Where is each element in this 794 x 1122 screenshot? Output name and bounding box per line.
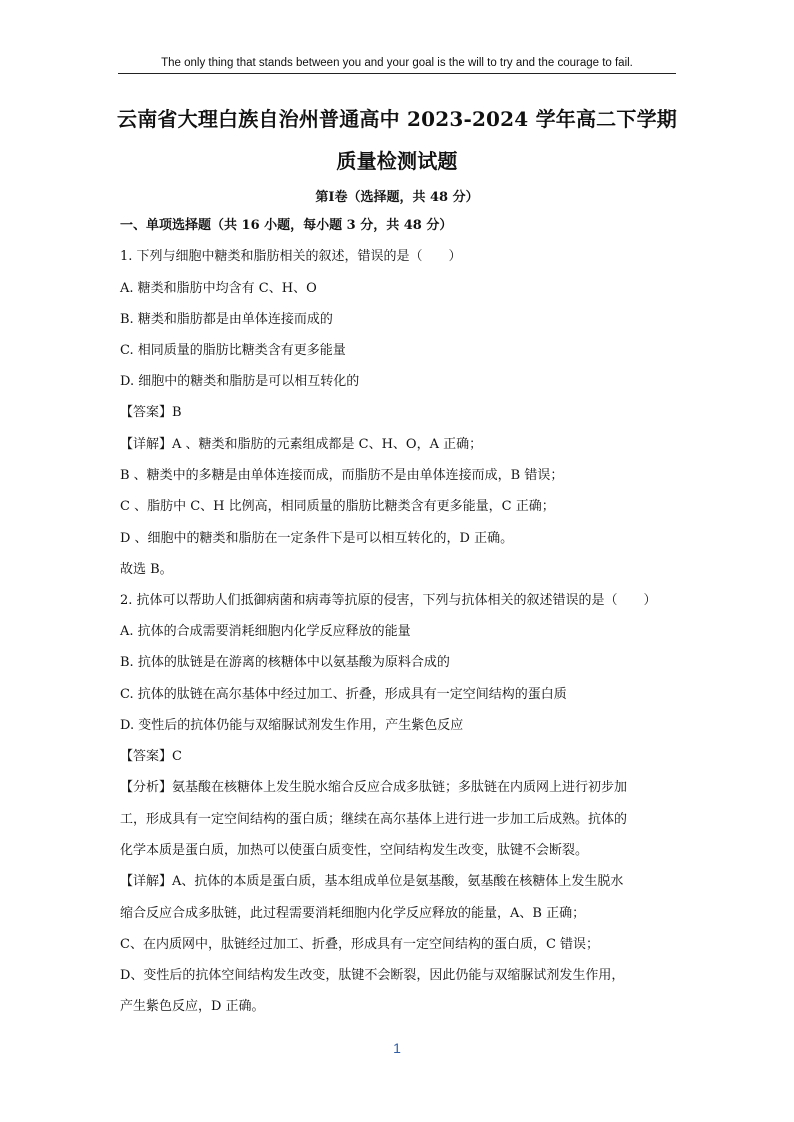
- header-rule: [118, 73, 676, 74]
- question-2-explanation-line: 【详解】A、抗体的本质是蛋白质，基本组成单位是氨基酸，氨基酸在核糖体上发生脱水: [120, 874, 624, 889]
- question-1-stem: 1. 下列与细胞中糖类和脂肪相关的叙述，错误的是（ ）: [120, 249, 462, 264]
- page-number: 1: [393, 1040, 401, 1056]
- question-2-answer: 【答案】C: [120, 749, 182, 764]
- question-1-option-d: D. 细胞中的糖类和脂肪是可以相互转化的: [120, 374, 360, 389]
- question-2-option-a: A. 抗体的合成需要消耗细胞内化学反应释放的能量: [120, 624, 411, 639]
- page-title-line-1: 云南省大理白族自治州普通高中 2023-2024 学年高二下学期: [117, 107, 677, 131]
- question-2-explanation-line: C、在内质网中，肽链经过加工、折叠，形成具有一定空间结构的蛋白质，C 错误；: [120, 937, 600, 952]
- question-1-conclusion: 故选 B。: [120, 562, 173, 577]
- question-1-explanation-line: D 、细胞中的糖类和脂肪在一定条件下是可以相互转化的，D 正确。: [120, 531, 514, 546]
- question-2-option-d: D. 变性后的抗体仍能与双缩脲试剂发生作用，产生紫色反应: [120, 718, 464, 733]
- section-heading: 一、单项选择题（共 16 小题，每小题 3 分，共 48 分）: [120, 218, 453, 233]
- question-2-stem: 2. 抗体可以帮助人们抵御病菌和病毒等抗原的侵害，下列与抗体相关的叙述错误的是（ ）: [120, 593, 657, 608]
- page-title-line-2: 质量检测试题: [336, 149, 458, 173]
- question-2-option-c: C. 抗体的肽链在高尔基体中经过加工、折叠，形成具有一定空间结构的蛋白质: [120, 687, 567, 702]
- question-1-option-b: B. 糖类和脂肪都是由单体连接而成的: [120, 312, 333, 327]
- question-2-explanation-line: 缩合反应合成多肽链，此过程需要消耗细胞内化学反应释放的能量，A、B 正确；: [120, 906, 586, 921]
- question-1-option-c: C. 相同质量的脂肪比糖类含有更多能量: [120, 343, 346, 358]
- header-quote: The only thing that stands between you and your goal is the will to try and the courage to fail.: [161, 57, 633, 69]
- question-2-analysis-line: 化学本质是蛋白质，加热可以使蛋白质变性，空间结构发生改变，肽键不会断裂。: [120, 843, 589, 858]
- question-2-analysis-line: 【分析】氨基酸在核糖体上发生脱水缩合反应合成多肽链；多肽链在内质网上进行初步加: [120, 780, 628, 795]
- question-1-explanation-line: C 、脂肪中 C、H 比例高，相同质量的脂肪比糖类含有更多能量，C 正确；: [120, 499, 555, 514]
- question-1-explanation-line: 【详解】A 、糖类和脂肪的元素组成都是 C、H、O，A 正确；: [120, 437, 483, 452]
- question-1-option-a: A. 糖类和脂肪中均含有 C、H、O: [120, 281, 317, 296]
- question-2-explanation-line: 产生紫色反应，D 正确。: [120, 999, 265, 1014]
- question-1-explanation-line: B 、糖类中的多糖是由单体连接而成，而脂肪不是由单体连接而成，B 错误；: [120, 468, 564, 483]
- question-2-explanation-line: D、变性后的抗体空间结构发生改变，肽键不会断裂，因此仍能与双缩脲试剂发生作用，: [120, 968, 625, 983]
- paper-subtitle: 第Ⅰ卷（选择题，共 48 分）: [315, 190, 479, 205]
- question-1-answer: 【答案】B: [120, 405, 182, 420]
- question-2-analysis-line: 工，形成具有一定空间结构的蛋白质；继续在高尔基体上进行进一步加工后成熟。抗体的: [120, 812, 628, 827]
- question-2-option-b: B. 抗体的肽链是在游离的核糖体中以氨基酸为原料合成的: [120, 655, 450, 670]
